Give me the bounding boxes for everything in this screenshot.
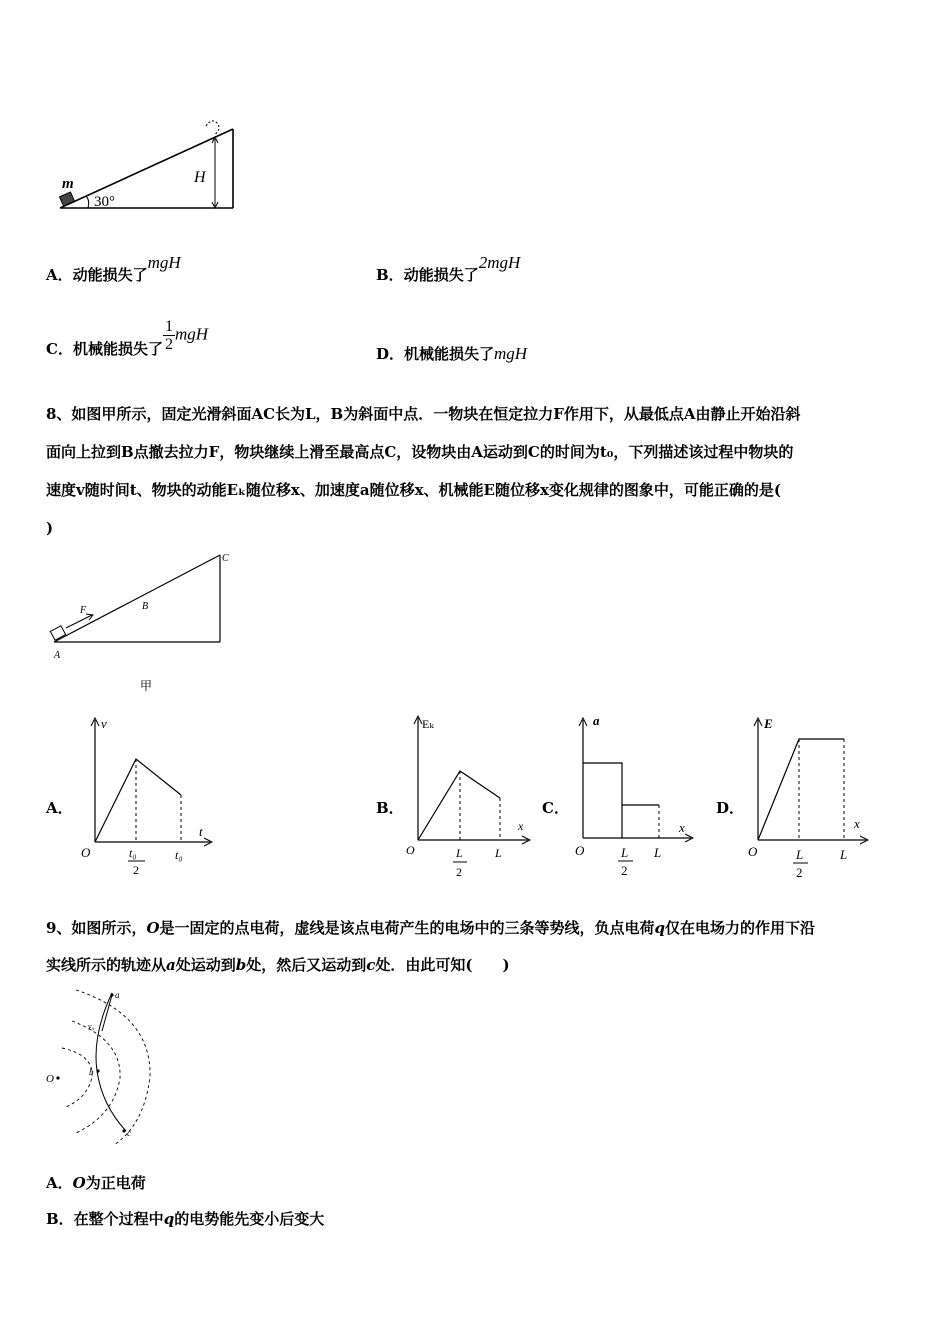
option-letter: B． [376, 266, 404, 284]
q7-option-d [376, 343, 527, 364]
fraction-numerator: 1 [164, 318, 173, 335]
origin-label: O [81, 845, 91, 860]
trajectory [96, 993, 126, 1131]
text-segment: 是一固定的点电荷，虚线是该点电荷产生的电场中的三条等势线，负点电荷 [159, 919, 655, 937]
q7-option-c [46, 318, 209, 358]
charge-o [56, 1076, 59, 1079]
q8-graph-a [75, 712, 225, 882]
text-segment: 处，然后又运动到 [246, 956, 367, 974]
q7-dashed-block [206, 121, 219, 134]
q9-text-line-2 [46, 955, 510, 975]
q8-label-b: B [142, 601, 149, 612]
text-segment: 实线所示的轨迹从 [46, 956, 167, 974]
label-o: O [46, 1073, 54, 1085]
option-text: 机械能损失了 [404, 345, 495, 363]
option-formula: mgH [147, 253, 181, 272]
option-text: 动能损失了 [403, 266, 479, 284]
text-segment: 处．由此可知( [375, 956, 473, 974]
equipotential-middle [72, 1021, 120, 1133]
option-text: 为正电荷 [85, 1174, 146, 1192]
point-c [122, 1129, 125, 1132]
equipotential-inner [62, 1048, 92, 1107]
tick1-denominator: 2 [796, 865, 803, 880]
tick2-label: L [654, 845, 662, 860]
q8-graph-a-letter: A． [46, 799, 73, 817]
q8-graph-c [565, 708, 705, 883]
text-segment: ) [502, 956, 510, 974]
q8-caption: 甲 [140, 679, 153, 693]
y-label: Eₖ [422, 717, 434, 731]
q7-incline-figure [50, 112, 250, 222]
tick1-denominator: 2 [621, 863, 628, 878]
q8-text-line-2: 面向上拉到B点撤去拉力F，物块继续上滑至最高点C，设物块由A运动到C的时间为t₀，下列描述该过程中物块的 [46, 443, 794, 461]
graph-line [418, 771, 500, 840]
tick2-label: L [495, 846, 502, 860]
text-segment-italic: q [654, 919, 666, 937]
tick1-numerator: t₀ [129, 846, 137, 860]
q8-label-c: C [222, 553, 229, 564]
q7-height-label: H [194, 169, 206, 186]
point-a [110, 993, 113, 996]
q7-angle-arc [86, 196, 89, 208]
x-label: x [679, 820, 685, 835]
q9-field-figure [42, 985, 172, 1145]
x-label: t [199, 824, 203, 839]
tick2-label: L [840, 847, 848, 862]
graph-line-upper [583, 763, 622, 838]
tick2-label: t₀ [175, 848, 183, 862]
fraction-denominator: 2 [164, 336, 173, 353]
label-c: c [127, 1128, 131, 1138]
option-text: 机械能损失了 [72, 339, 163, 358]
option-letter: C． [46, 339, 73, 358]
q9-option-a [46, 1172, 146, 1193]
text-segment-italic: O [146, 919, 160, 937]
q7-option-a [46, 253, 181, 285]
tick1-numerator: L [621, 845, 629, 860]
label-v0: v₀ [88, 1022, 95, 1031]
q8-label-f: F [80, 605, 87, 616]
q7-block [59, 192, 74, 206]
tick1-denominator: 2 [456, 865, 462, 879]
origin-label: O [406, 843, 415, 857]
q8-graph-b-letter: B． [376, 799, 404, 817]
text-segment: 处运动到 [175, 956, 236, 974]
graph-line [758, 739, 844, 840]
q7-angle-label: 30° [94, 194, 115, 210]
q8-text-line-4: ) [46, 519, 54, 537]
q8-graph-b [400, 712, 540, 882]
y-label: v [101, 716, 107, 731]
q9-text-line-1 [46, 918, 815, 938]
q8-graph-c-letter: C． [542, 799, 569, 817]
q8-force-arrow [66, 615, 92, 628]
graph-line [95, 759, 181, 842]
tick1-numerator: L [456, 846, 463, 860]
text-segment-italic: O [72, 1174, 86, 1192]
option-letter: A． [46, 1174, 73, 1192]
x-label: x [854, 816, 860, 831]
point-b [96, 1069, 99, 1072]
q8-text-line-3: 速度v随时间t、物块的动能Eₖ随位移x、加速度a随位移x、机械能E随位移x变化规律的图象中，可能正确的是( [46, 481, 782, 499]
tick1-numerator: L [796, 847, 804, 862]
q7-mass-label: m [62, 176, 74, 192]
tick1-denominator: 2 [133, 863, 139, 877]
text-segment-italic: b [235, 956, 247, 974]
text-segment: 仅在电场力的作用下沿 [665, 919, 816, 937]
text-segment: 9、如图所示， [46, 919, 147, 937]
origin-label: O [575, 843, 585, 858]
option-letter: D． [376, 345, 405, 363]
text-segment-italic: q [163, 1210, 175, 1228]
option-formula: 2mgH [478, 253, 521, 272]
option-formula: mgH [174, 324, 209, 344]
option-fraction [163, 318, 175, 353]
origin-label: O [748, 844, 758, 859]
text-segment-italic: a [166, 956, 176, 974]
q9-option-b [46, 1208, 324, 1229]
q7-option-b [376, 253, 521, 285]
label-b: b [89, 1067, 94, 1077]
q8-incline-figure [46, 550, 246, 700]
text-segment [473, 956, 503, 974]
option-text: B．在整个过程中 [46, 1210, 164, 1228]
option-text: 动能损失了 [72, 266, 148, 284]
y-label: a [593, 713, 600, 728]
q8-incline-slope [54, 555, 220, 642]
option-letter: A． [46, 266, 73, 284]
option-formula: mgH [494, 344, 528, 363]
q8-graph-d [738, 710, 878, 885]
q8-graph-d-letter: D． [716, 799, 745, 817]
option-text: 的电势能先变小后变大 [174, 1210, 325, 1228]
q8-label-a: A [54, 650, 61, 661]
q8-text-line-1: 8、如图甲所示，固定光滑斜面AC长为L，B为斜面中点．一物块在恒定拉力F作用下，从最低点A由静止开始沿斜 [46, 405, 801, 423]
q8-block [50, 626, 65, 640]
y-label: E [764, 716, 773, 731]
text-segment-italic: c [366, 956, 376, 974]
x-label: x [518, 819, 524, 833]
label-a: a [115, 990, 120, 1000]
equipotential-outer [76, 990, 150, 1145]
